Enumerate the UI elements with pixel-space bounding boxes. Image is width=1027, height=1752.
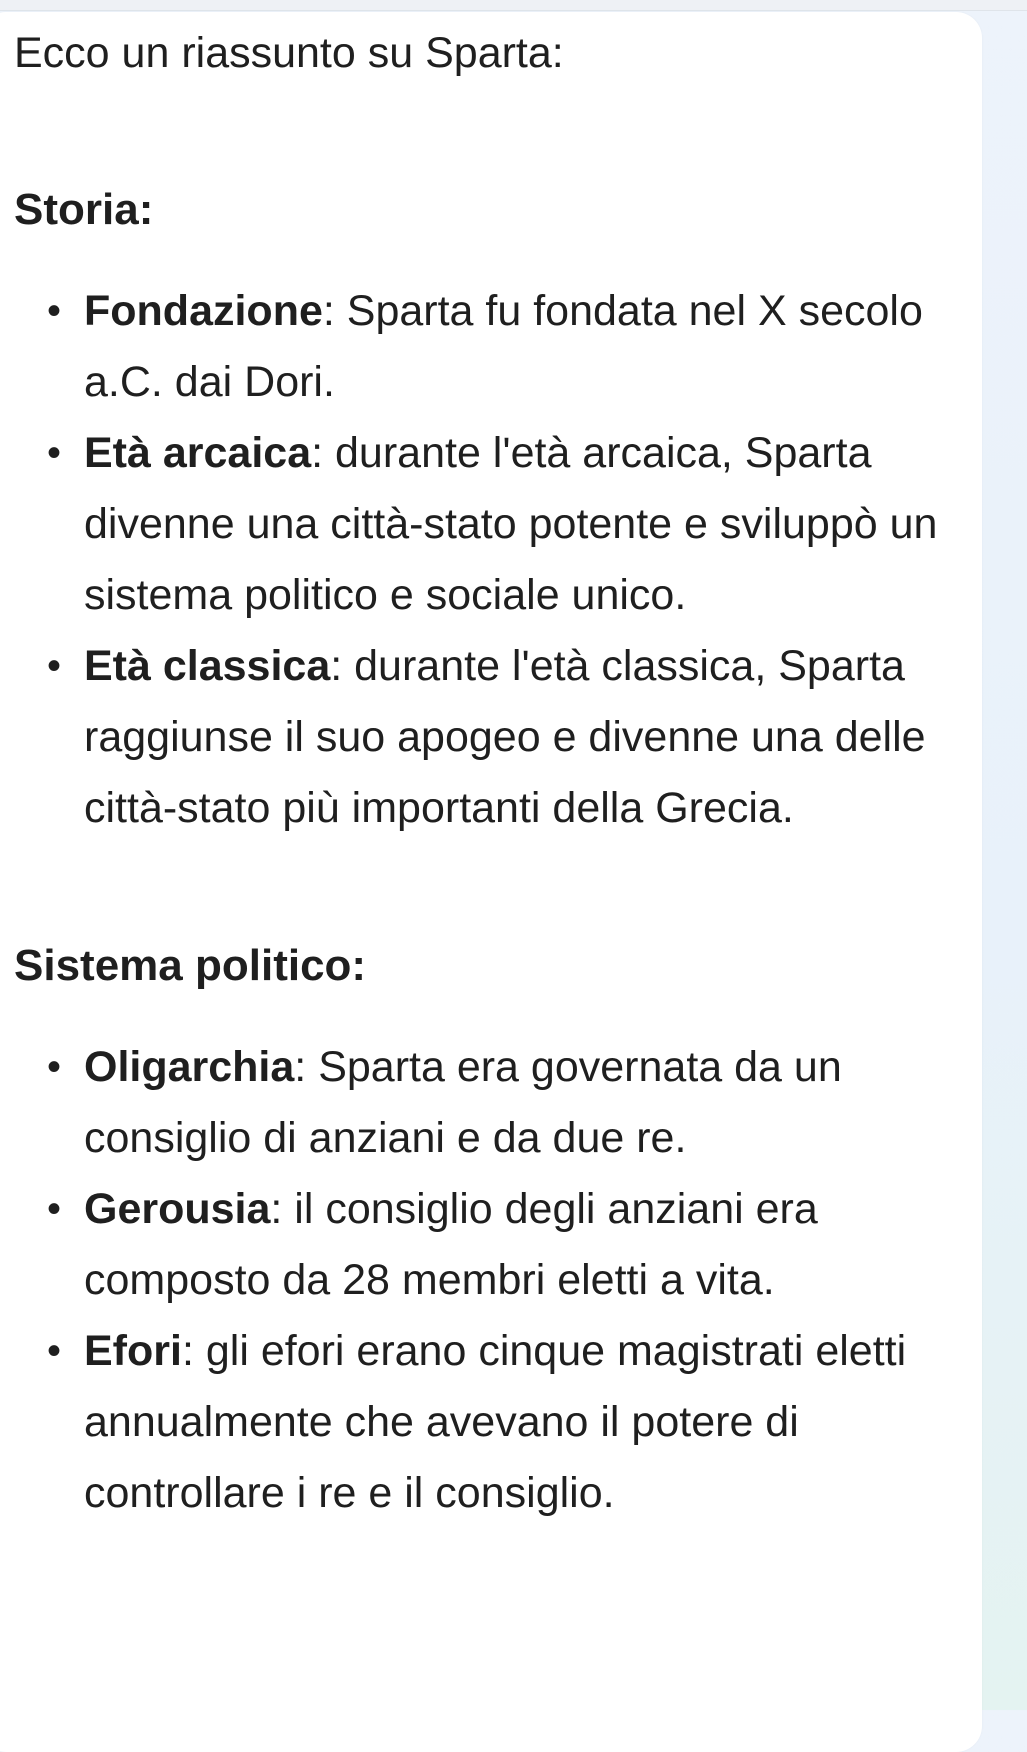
list-item-text: : il consiglio degli anziani era composto da 28 membri eletti a vita. bbox=[84, 1185, 818, 1304]
list-item-text: : Sparta era governata da un consiglio di anziani e da due re. bbox=[84, 1043, 842, 1162]
list-item-term: Età classica bbox=[84, 642, 331, 690]
bullet-icon: • bbox=[47, 1329, 62, 1373]
message-intro: Ecco un riassunto su Sparta: bbox=[14, 29, 564, 77]
list-item-term: Efori bbox=[84, 1327, 182, 1375]
message-content bbox=[14, 18, 954, 1529]
section-heading-storia: Storia: bbox=[14, 185, 154, 234]
list-item-term: Gerousia bbox=[84, 1185, 271, 1233]
top-edge-divider bbox=[0, 0, 1027, 11]
list-item-term: Età arcaica bbox=[84, 429, 312, 477]
section-heading-sistema-politico: Sistema politico: bbox=[14, 941, 367, 990]
list-item-text: : durante l'età arcaica, Sparta divenne una città-stato potente e sviluppò un sistema politico e sociale unico. bbox=[84, 429, 938, 619]
bullet-icon: • bbox=[47, 1187, 62, 1231]
list-item bbox=[14, 1316, 954, 1529]
list-item bbox=[14, 1174, 954, 1316]
list-item bbox=[14, 276, 954, 418]
list-item-term: Oligarchia bbox=[84, 1043, 295, 1091]
bullet-icon: • bbox=[47, 289, 62, 333]
list-item bbox=[14, 1032, 954, 1174]
list-item bbox=[14, 631, 954, 844]
bullet-icon: • bbox=[47, 431, 62, 475]
list-item bbox=[14, 418, 954, 631]
bullet-icon: • bbox=[47, 644, 62, 688]
storia-list bbox=[14, 276, 954, 844]
list-item-term: Fondazione bbox=[84, 287, 323, 335]
list-item-text: : Sparta fu fondata nel X secolo a.C. dai Dori. bbox=[84, 287, 923, 406]
sistema-politico-list bbox=[14, 1032, 954, 1529]
bullet-icon: • bbox=[47, 1045, 62, 1089]
list-item-text: : durante l'età classica, Sparta raggiunse il suo apogeo e divenne una delle città-stato più importanti della Grecia. bbox=[84, 642, 926, 832]
list-item-text: : gli efori erano cinque magistrati eletti annualmente che avevano il potere di controllare i re e il consiglio. bbox=[84, 1327, 907, 1517]
